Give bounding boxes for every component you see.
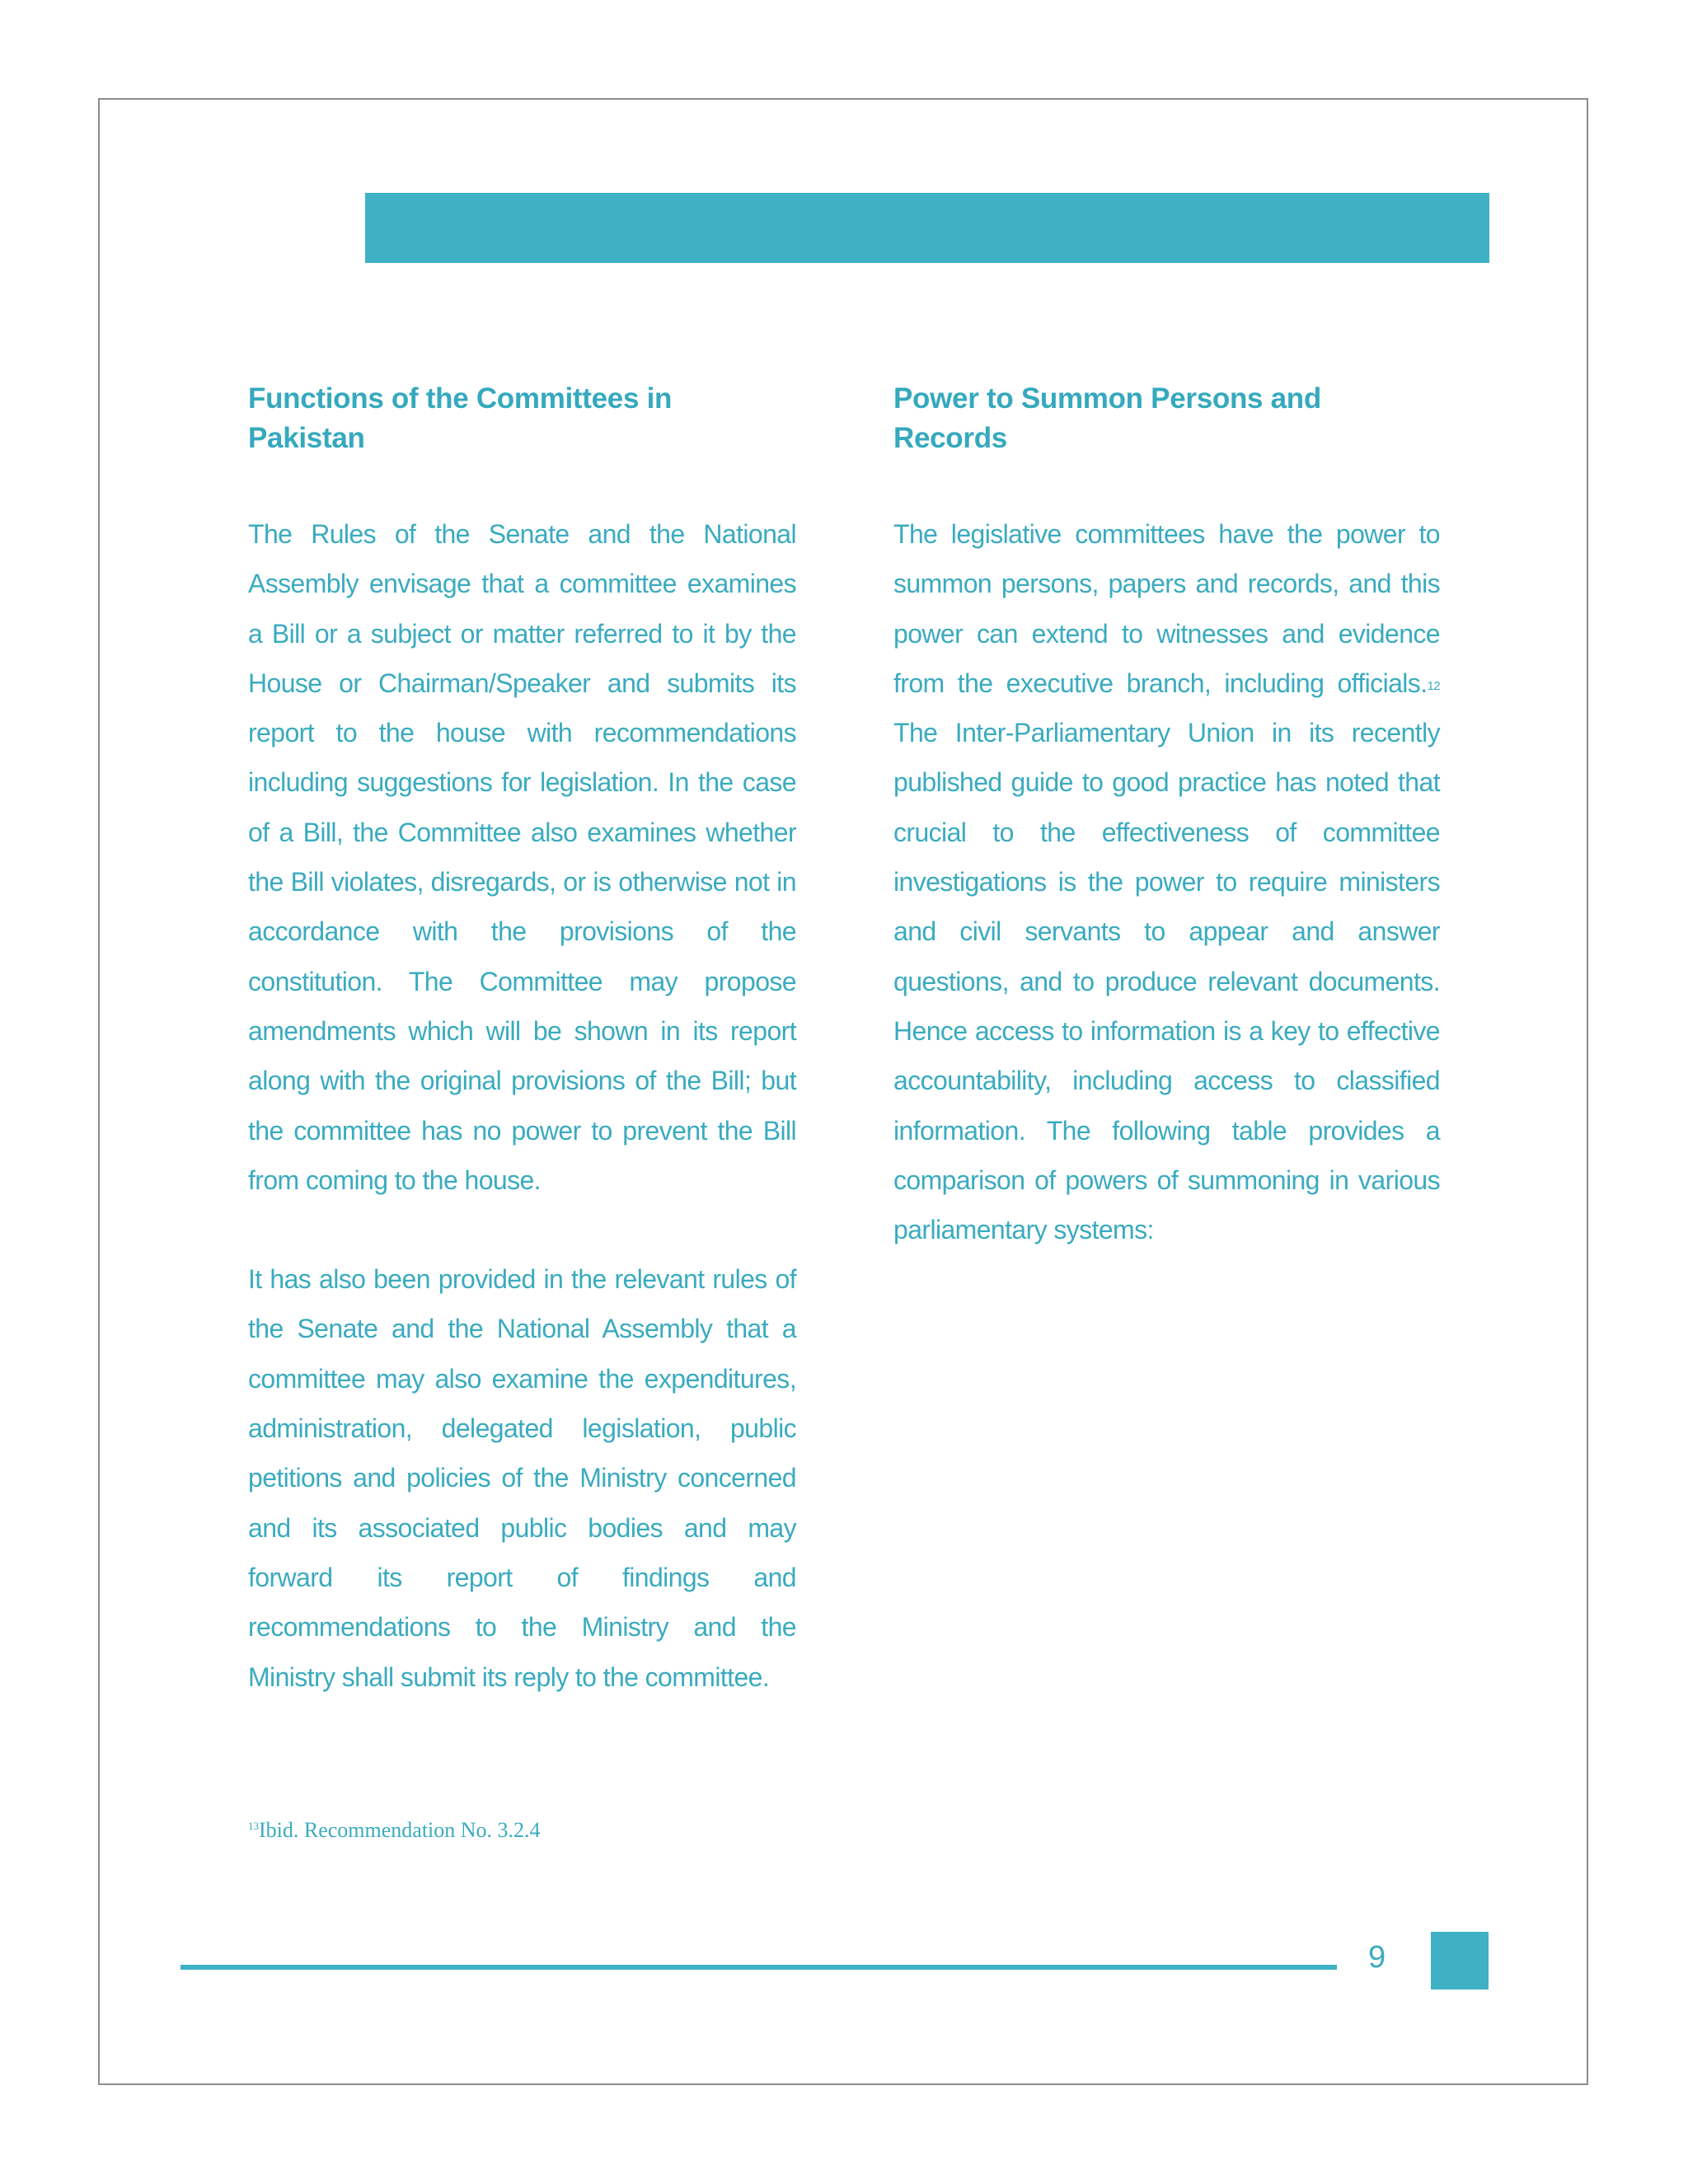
footnote-marker: 13 <box>248 1820 259 1832</box>
right-paragraph-part2: The Inter-Parliamentary Union in its recently published guide to good practice has noted that crucial to the effectiveness of committee investigations is the power to require ministers and civil servants to appear and answer questions, and to produce relevant documents. Hence access to information is a key to effective accountability, including access to classified information. The following table provides a comparison of powers of summoning in various parliamentary systems: <box>893 718 1440 1245</box>
footnote-text: Ibid. Recommendation No. 3.2.4 <box>259 1818 541 1842</box>
left-paragraph-1: The Rules of the Senate and the National Assembly envisage that a committee examines a Bill or a subject or matter referred to it by the House or Chairman/Speaker and submits its report to the house with recommendations including suggestions for legislation. In the case of a Bill, the Committee also examines whether the Bill violates, disregards, or is otherwise not in accordance with the provisions of the constitution. The Committee may propose amendments which will be shown in its report along with the original provisions of the Bill; but the committee has no power to prevent the Bill from coming to the house. <box>248 519 796 1195</box>
right-paragraph <box>893 509 1440 1254</box>
page-number: 9 <box>1368 1940 1386 1975</box>
left-section-heading: Functions of the Committees in Pakistan <box>248 382 673 454</box>
right-column <box>893 379 1440 1254</box>
header-bar <box>365 193 1489 263</box>
right-section-heading: Power to Summon Persons and Records <box>893 382 1321 454</box>
footer-square <box>1431 1932 1489 1990</box>
right-paragraph-part1: The legislative committees have the power to summon persons, papers and records, and this power can extend to witnesses and evidence from the executive branch, including officials. <box>893 519 1440 698</box>
footnote-reference[interactable]: 12 <box>1427 678 1440 693</box>
footnote <box>248 1818 541 1843</box>
left-column <box>248 379 796 1702</box>
footer-line <box>181 1965 1337 1970</box>
left-paragraph-2: It has also been provided in the relevant rules of the Senate and the National Assembly that a committee may also examine the expenditures, administration, delegated legislation, public petitions and policies of the Ministry concerned and its associated public bodies and may forward its report of findings and recommendations to the Ministry and the Ministry shall submit its reply to the committee. <box>248 1264 796 1692</box>
